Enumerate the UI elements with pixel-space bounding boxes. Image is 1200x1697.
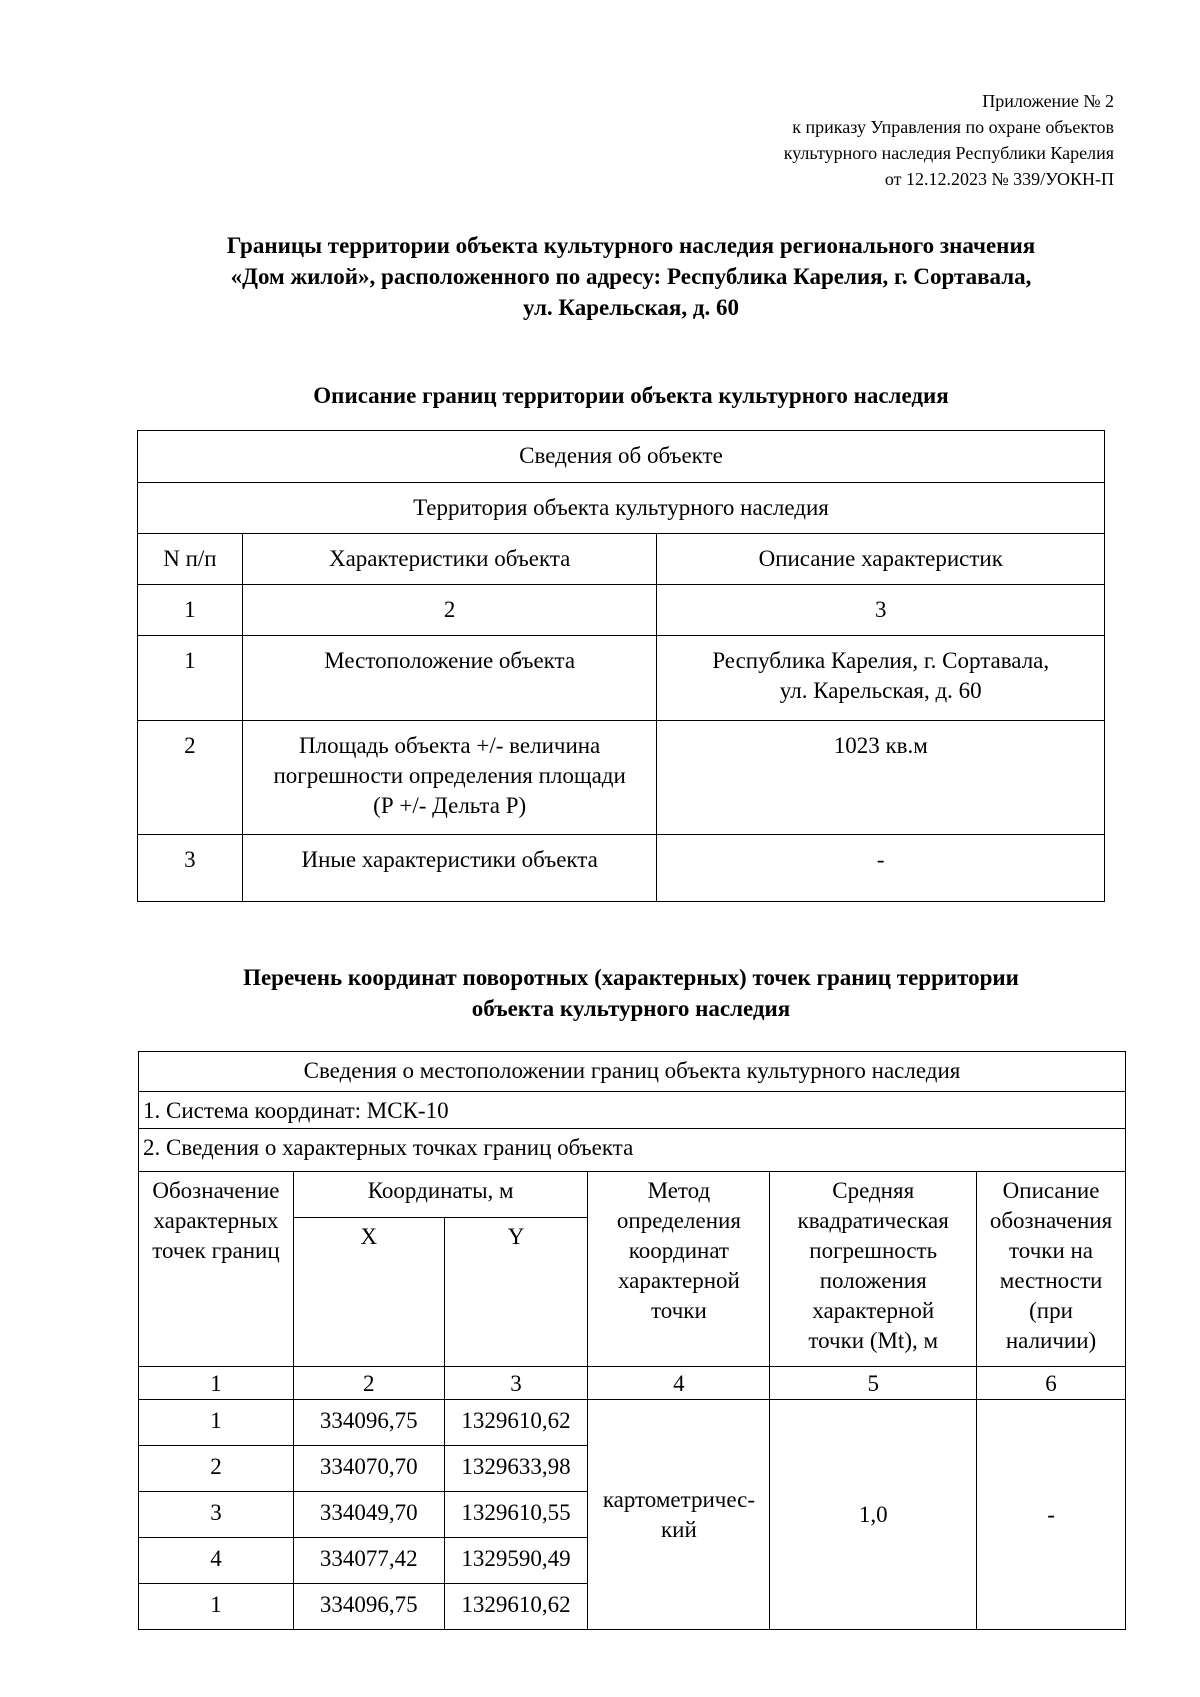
point-x: 334096,75 [293, 1584, 444, 1630]
point-y: 1329610,62 [444, 1400, 588, 1446]
section1-heading [0, 380, 1200, 411]
annex-line: к приказу Управления по охране объектов [792, 117, 1114, 137]
point-id: 4 [139, 1538, 294, 1584]
table2-coordinate-system: 1. Система координат: МСК-10 [139, 1092, 1126, 1129]
table-row [139, 1400, 1126, 1446]
table1-colnum: 3 [657, 585, 1105, 636]
annex-line: культурного наследия Республики Карелия [783, 143, 1114, 163]
table2-colnum: 2 [293, 1367, 444, 1400]
point-x: 334070,70 [293, 1446, 444, 1492]
table2-colnum: 3 [444, 1367, 588, 1400]
cell-line: погрешности определения площади [273, 763, 626, 788]
table1-col-num: N п/п [138, 534, 243, 585]
cell-line: местности [999, 1268, 1103, 1293]
table2-colnum: 4 [588, 1367, 770, 1400]
table-row [138, 835, 1105, 902]
cell-line: (при [1029, 1298, 1073, 1323]
row-num: 1 [138, 636, 243, 721]
title-line: «Дом жилой», расположенного по адресу: Республика Карелия, г. Сортавала, [230, 264, 1032, 289]
row-characteristic [242, 835, 657, 902]
table2-col-description [977, 1172, 1126, 1367]
annex-line: от 12.12.2023 № 339/УОКН-П [884, 169, 1114, 189]
row-num: 3 [138, 835, 243, 902]
table2-col-coordinates: Координаты, м [293, 1172, 588, 1218]
cell-line: Средняя [832, 1178, 915, 1203]
cell-line: характерной [617, 1268, 740, 1293]
cell-line: определения [616, 1208, 741, 1233]
row-characteristic [242, 636, 657, 721]
table1-col-characteristic: Характеристики объекта [242, 534, 657, 585]
cell-line: ул. Карельская, д. 60 [779, 678, 982, 703]
title-line: ул. Карельская, д. 60 [523, 295, 739, 320]
cell-line: точки (Mt), м [808, 1328, 939, 1353]
cell-line: характерных [153, 1208, 279, 1233]
table2-colnum: 6 [977, 1367, 1126, 1400]
table2-col-error [770, 1172, 977, 1367]
table-row [138, 636, 1105, 721]
cell-line: - [876, 847, 885, 872]
table2-colnum: 5 [770, 1367, 977, 1400]
table2-col-designation [139, 1172, 294, 1367]
cell-line: наличии) [1005, 1328, 1097, 1353]
annex-line: Приложение № 2 [982, 91, 1114, 111]
point-x: 334077,42 [293, 1538, 444, 1584]
row-description [657, 721, 1105, 835]
annex-block [784, 88, 1114, 192]
cell-line: точек границ [152, 1238, 280, 1263]
cell-line: Обозначение [152, 1178, 280, 1203]
cell-line: Площадь объекта +/- величина [299, 733, 601, 758]
table1-header-territory: Территория объекта культурного наследия [138, 483, 1105, 534]
coordinates-table [138, 1051, 1126, 1630]
table1-colnum: 2 [242, 585, 657, 636]
point-error: 1,0 [770, 1400, 977, 1630]
cell-line: точки [651, 1298, 707, 1323]
table2-col-method [588, 1172, 770, 1367]
section2-heading [0, 962, 1200, 1024]
table2-points-info: 2. Сведения о характерных точках границ объекта [139, 1129, 1126, 1172]
table1-colnum: 1 [138, 585, 243, 636]
row-description [657, 636, 1105, 721]
point-description: - [977, 1400, 1126, 1630]
cell-line: кий [661, 1516, 697, 1542]
cell-line: Иные характеристики объекта [301, 847, 598, 872]
table2-col-x: X [293, 1217, 444, 1366]
point-id: 1 [139, 1584, 294, 1630]
title-line: Границы территории объекта культурного наследия регионального значения [226, 233, 1036, 258]
cell-line: квадратическая [797, 1208, 949, 1233]
table2-col-y: Y [444, 1217, 588, 1366]
section2-heading-line: Перечень координат поворотных (характерных) точек границ территории [243, 965, 1019, 990]
point-x: 334049,70 [293, 1492, 444, 1538]
cell-line: Местоположение объекта [324, 648, 576, 673]
object-info-table [137, 430, 1105, 902]
table1-col-description: Описание характеристик [657, 534, 1105, 585]
point-id: 1 [139, 1400, 294, 1446]
point-id: 3 [139, 1492, 294, 1538]
cell-line: характерной [812, 1298, 935, 1323]
cell-line: Метод [647, 1178, 711, 1203]
section2-heading-line: объекта культурного наследия [471, 996, 791, 1021]
point-y: 1329610,55 [444, 1492, 588, 1538]
row-num: 2 [138, 721, 243, 835]
point-y: 1329633,98 [444, 1446, 588, 1492]
table2-colnum: 1 [139, 1367, 294, 1400]
point-id: 2 [139, 1446, 294, 1492]
table-row [138, 721, 1105, 835]
point-y: 1329610,62 [444, 1584, 588, 1630]
document-title [0, 230, 1200, 323]
cell-line: положения [819, 1268, 927, 1293]
table2-header-location: Сведения о местоположении границ объекта культурного наследия [139, 1052, 1126, 1092]
cell-line: 1023 кв.м [833, 733, 928, 758]
cell-line: картометричес- [602, 1486, 755, 1512]
cell-line: координат [628, 1238, 729, 1263]
cell-line: (Р +/- Дельта Р) [373, 793, 527, 818]
cell-line: точки на [1009, 1238, 1094, 1263]
row-description [657, 835, 1105, 902]
table1-header-object: Сведения об объекте [138, 431, 1105, 483]
cell-line: погрешность [809, 1238, 938, 1263]
point-y: 1329590,49 [444, 1538, 588, 1584]
point-method [588, 1400, 770, 1630]
cell-line: Описание [1002, 1178, 1100, 1203]
row-characteristic [242, 721, 657, 835]
section1-heading-text: Описание границ территории объекта культурного наследия [313, 383, 949, 408]
cell-line: Республика Карелия, г. Сортавала, [712, 648, 1050, 673]
cell-line: обозначения [989, 1208, 1113, 1233]
point-x: 334096,75 [293, 1400, 444, 1446]
